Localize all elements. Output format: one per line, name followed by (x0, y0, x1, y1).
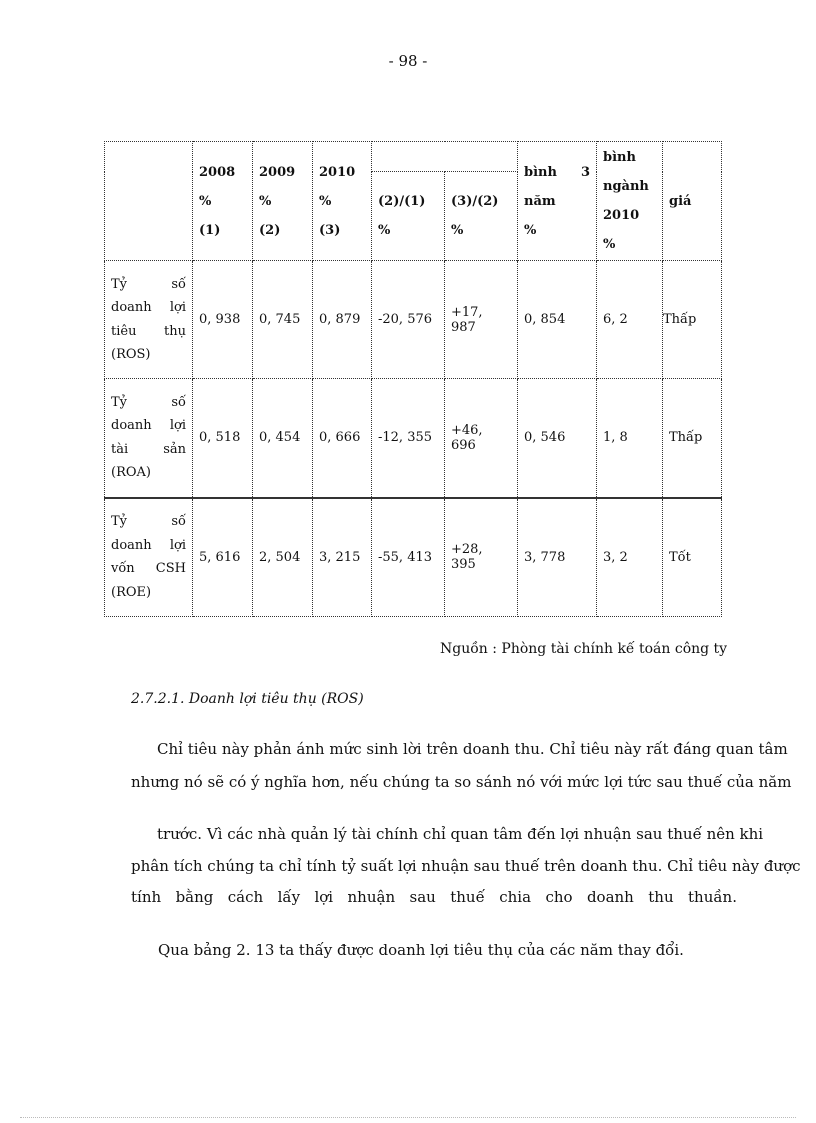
paragraph-line-3: trước. Vì các nhà quản lý tài chính chỉ quan tâm đến lợi nhuận sau thuế nên khi (157, 825, 764, 843)
header-ratio-2-1: (2)/(1) % (372, 172, 445, 261)
row-label-roa: Tỷ số doanh lợi tài sản (ROA) (105, 379, 193, 498)
header-empty-cell (105, 142, 193, 261)
cell-rating: Tốt (663, 498, 722, 617)
section-heading: 2.7.2.1. Doanh lợi tiêu thụ (ROS) (131, 691, 364, 707)
header-2008: 2008 % (1) (193, 142, 253, 261)
table-row (105, 379, 722, 498)
paragraph-line-2: nhưng nó sẽ có ý nghĩa hơn, nếu chúng ta so sánh nó với mức lợi tức sau thuế của năm (131, 773, 792, 791)
page-number: - 98 - (388, 52, 428, 70)
ratio-table (104, 141, 722, 617)
cell-2010: 0, 879 (313, 261, 372, 379)
cell-ratio-2-1: -12, 355 (372, 379, 445, 498)
cell-2009: 2, 504 (253, 498, 313, 617)
cell-avg-3-years: 3, 778 (518, 498, 597, 617)
cell-ratio-3-2: +46, 696 (445, 379, 518, 498)
cell-avg-3-years: 0, 546 (518, 379, 597, 498)
cell-2009: 0, 454 (253, 379, 313, 498)
header-row-top (105, 142, 722, 172)
cell-2008: 0, 938 (193, 261, 253, 379)
cell-2010: 3, 215 (313, 498, 372, 617)
header-change-group (372, 142, 518, 172)
cell-ratio-2-1: -55, 413 (372, 498, 445, 617)
cell-rating: Thấp (663, 379, 722, 498)
cell-2008: 5, 616 (193, 498, 253, 617)
row-label-ros: Tỷ số doanh lợi tiêu thụ (ROS) (105, 261, 193, 379)
cell-ratio-2-1: -20, 576 (372, 261, 445, 379)
paragraph-line-1: Chỉ tiêu này phản ánh mức sinh lời trên doanh thu. Chỉ tiêu này rất đáng quan tâm (157, 740, 788, 758)
table-row (105, 261, 722, 379)
cell-2009: 0, 745 (253, 261, 313, 379)
cell-industry-avg: 6, 2 (597, 261, 663, 379)
cell-rating: Thấp (663, 261, 722, 379)
header-avg-3-years: bình 3 năm % (518, 142, 597, 261)
paragraph-line-5: tính bằng cách lấy lợi nhuận sau thuế chia cho doanh thu thuần. (131, 888, 737, 906)
cell-2008: 0, 518 (193, 379, 253, 498)
paragraph-line-4: phân tích chúng ta chỉ tính tỷ suất lợi nhuận sau thuế trên doanh thu. Chỉ tiêu này được (131, 857, 801, 875)
page-bottom-divider (20, 1117, 796, 1118)
cell-2010: 0, 666 (313, 379, 372, 498)
cell-industry-avg: 3, 2 (597, 498, 663, 617)
table-row (105, 498, 722, 617)
cell-ratio-3-2: +17, 987 (445, 261, 518, 379)
table-source-note: Nguồn : Phòng tài chính kế toán công ty (440, 641, 728, 657)
cell-industry-avg: 1, 8 (597, 379, 663, 498)
header-2010: 2010 % (3) (313, 142, 372, 261)
cell-avg-3-years: 0, 854 (518, 261, 597, 379)
header-industry-avg: bình ngành 2010 % (597, 142, 663, 261)
header-2009: 2009 % (2) (253, 142, 313, 261)
cell-ratio-3-2: +28, 395 (445, 498, 518, 617)
header-rating: giá (663, 142, 722, 261)
paragraph-line-6: Qua bảng 2. 13 ta thấy được doanh lợi tiêu thụ của các năm thay đổi. (158, 941, 684, 959)
header-ratio-3-2: (3)/(2) % (445, 172, 518, 261)
row-label-roe: Tỷ số doanh lợi vốn CSH (ROE) (105, 498, 193, 617)
